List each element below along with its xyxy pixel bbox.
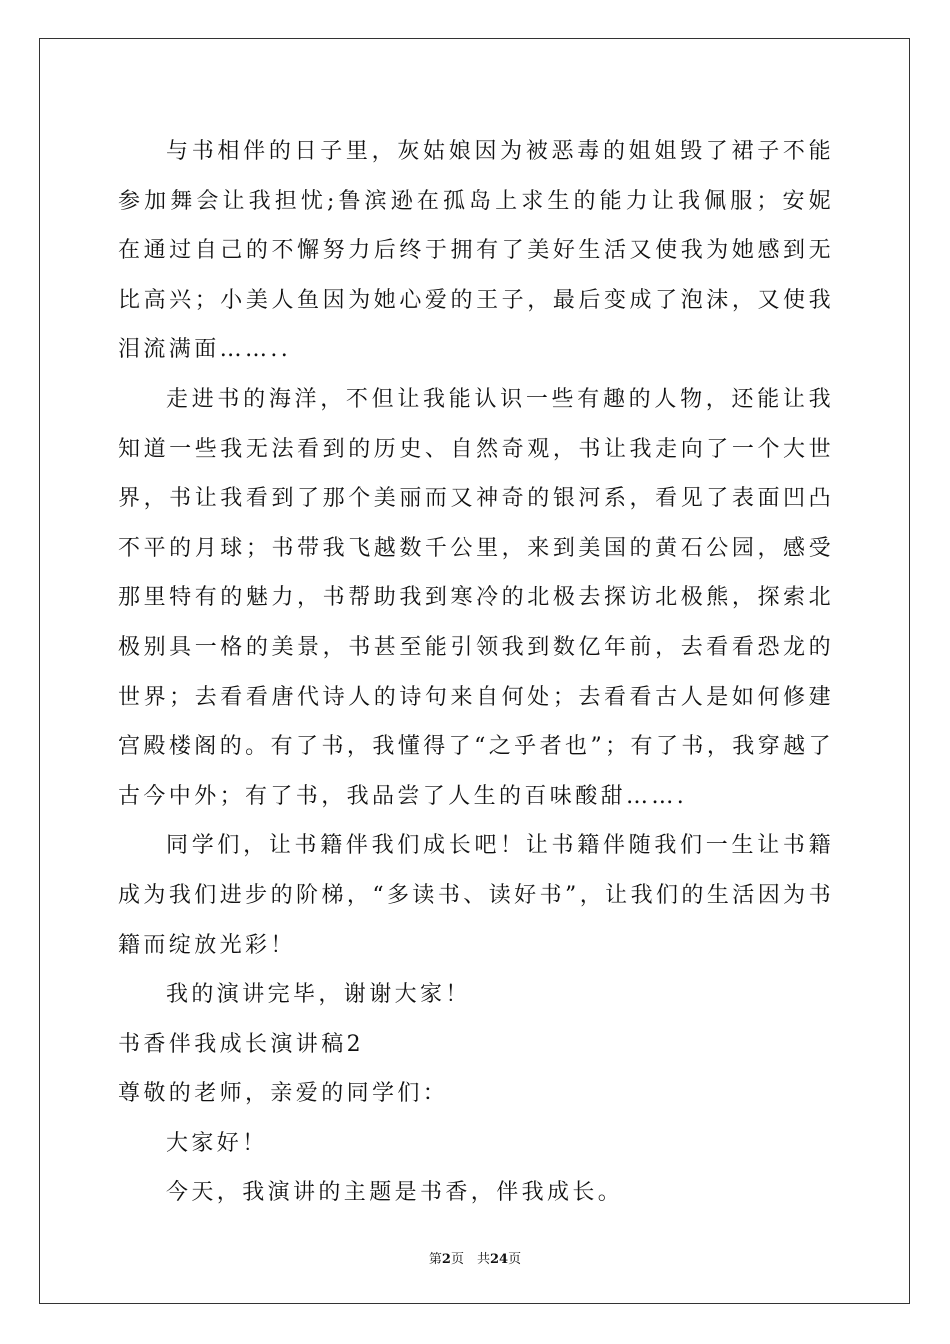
current-page-number: 2 bbox=[441, 1252, 451, 1267]
section-title: 书香伴我成长演讲稿2 bbox=[118, 1031, 364, 1057]
page-footer bbox=[0, 1248, 950, 1267]
theme-intro: 今天，我演讲的主题是书香，伴我成长。 bbox=[166, 1180, 624, 1206]
paragraph-closing: 我的演讲完毕，谢谢大家！ bbox=[166, 982, 471, 1008]
greeting: 大家好！ bbox=[166, 1130, 268, 1156]
document-body bbox=[118, 127, 834, 1218]
footer-middle: 页 共 bbox=[450, 1252, 490, 1267]
footer-prefix: 第 bbox=[428, 1252, 442, 1267]
paragraph-1: 与书相伴的日子里，灰姑娘因为被恶毒的姐姐毁了裙子不能参加舞会让我担忧;鲁滨逊在孤岛上求生的能力让我佩服；安妮在通过自己的不懈努力后终于拥有了美好生活又使我为她感到无比高兴；小美人鱼因为她心爱的王子，最后变成了泡沫，又使我泪流满面…….. bbox=[118, 139, 834, 363]
footer-suffix: 页 bbox=[508, 1252, 522, 1267]
paragraph-2: 走进书的海洋，不但让我能认识一些有趣的人物，还能让我知道一些我无法看到的历史、自然奇观，书让我走向了一个大世界，书让我看到了那个美丽而又神奇的银河系，看见了表面凹凸不平的月球；书带我飞越数千公里，来到美国的黄石公园，感受那里特有的魅力，书帮助我到寒冷的北极去探访北极熊，探索北极别具一格的美景，书甚至能引领我到数亿年前，去看看恐龙的世界；去看看唐代诗人的诗句来自何处；去看看古人是如何修建宫殿楼阁的。有了书，我懂得了“之乎者也”；有了书，我穿越了古今中外；有了书，我品尝了人生的百味酸甜……. bbox=[118, 386, 834, 809]
total-page-count: 24 bbox=[489, 1252, 509, 1267]
paragraph-3: 同学们，让书籍伴我们成长吧！让书籍伴随我们一生让书籍成为我们进步的阶梯，“多读书、读好书”，让我们的生活因为书籍而绽放光彩！ bbox=[118, 833, 834, 958]
salutation: 尊敬的老师，亲爱的同学们： bbox=[118, 1081, 449, 1107]
